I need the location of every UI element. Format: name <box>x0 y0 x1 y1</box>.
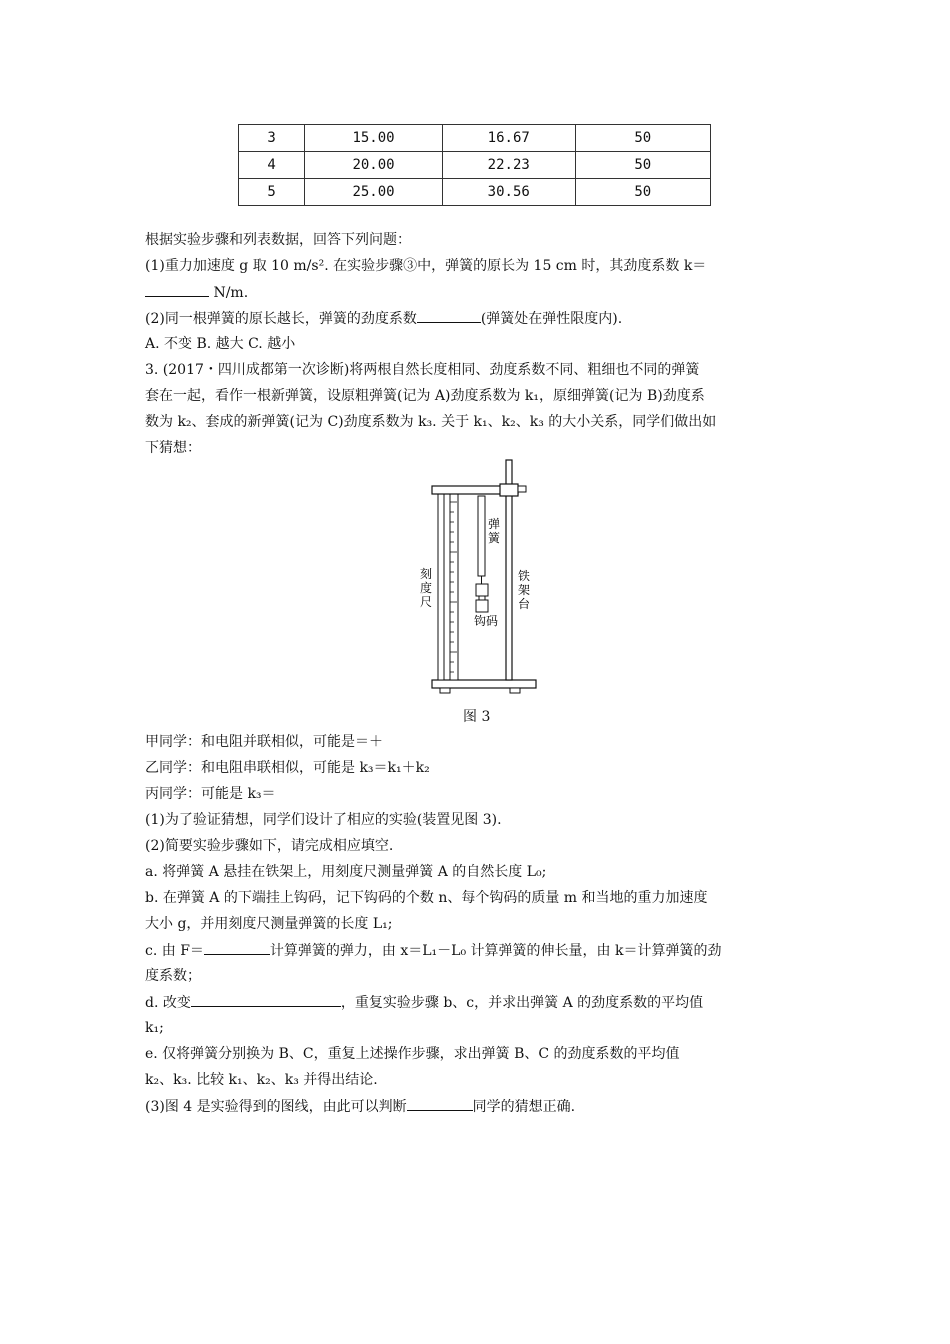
jia-line: 甲同学：和电阻并联相似，可能是＝＋ <box>145 734 383 750</box>
data-table <box>238 124 711 206</box>
q2-text-end: (弹簧处在弹性限度内). <box>480 311 623 327</box>
answer-blank[interactable] <box>204 940 270 955</box>
yi-line: 乙同学：和电阻串联相似，可能是 k₃＝k₁＋k₂ <box>145 760 430 776</box>
q2-options: A. 不变 B. 越大 C. 越小 <box>145 336 296 352</box>
table-cell: 5 <box>239 179 305 206</box>
step-b2: 大小 g，并用刻度尺测量弹簧的长度 L₁; <box>145 916 393 932</box>
p3-line3: 数为 k₂、套成的新弹簧(记为 C)劲度系数为 k₃. 关于 k₁、k₂、k₃ 的大小关系，同学们做出如 <box>145 414 717 430</box>
label-spring: 弹簧 <box>488 517 501 545</box>
table-row <box>239 152 711 179</box>
table-cell: 22.23 <box>442 152 575 179</box>
foot-right <box>510 688 520 693</box>
answer-blank[interactable] <box>145 282 209 297</box>
weight-1 <box>476 584 488 596</box>
step-d1 <box>145 992 810 1013</box>
step-d-text: d. 改变 <box>145 995 191 1011</box>
clamp <box>500 484 518 496</box>
table-cell: 15.00 <box>305 125 443 152</box>
q1-line2 <box>145 282 810 303</box>
table-cell: 25.00 <box>305 179 443 206</box>
answer-blank[interactable] <box>407 1096 473 1111</box>
step-c2: 度系数； <box>145 968 201 984</box>
table-cell: 50 <box>575 152 710 179</box>
label-stand: 铁架台 <box>518 569 531 611</box>
answer-blank[interactable] <box>191 992 341 1007</box>
table-cell: 20.00 <box>305 152 443 179</box>
q2-text: (2)同一根弹簧的原长越长，弹簧的劲度系数 <box>145 311 417 327</box>
step2-line: (2)简要实验步骤如下，请完成相应填空. <box>145 838 394 854</box>
step-c-text: c. 由 F＝ <box>145 943 204 959</box>
step3-text-end: 同学的猜想正确. <box>472 1099 576 1115</box>
table-row <box>239 125 711 152</box>
ruler-outer <box>438 494 444 680</box>
step1-line: (1)为了验证猜想，同学们设计了相应的实验(装置见图 3). <box>145 812 502 828</box>
table-row <box>239 179 711 206</box>
label-weight: 钩码 <box>474 614 499 628</box>
table-cell: 30.56 <box>442 179 575 206</box>
apparatus-figure <box>420 458 540 698</box>
step3-text: (3)图 4 是实验得到的图线，由此可以判断 <box>145 1099 407 1115</box>
p3-line2: 套在一起，看作一根新弹簧，设原粗弹簧(记为 A)劲度系数为 k₁，原细弹簧(记为 B)劲度系 <box>145 388 705 404</box>
table-cell: 50 <box>575 125 710 152</box>
intro-line: 根据实验步骤和列表数据，回答下列问题： <box>145 232 411 248</box>
q1-line1: (1)重力加速度 g 取 10 m/s². 在实验步骤③中，弹簧的原长为 15 cm 时，其劲度系数 k＝ <box>145 258 707 274</box>
step-c-text-end: 计算弹簧的弹力，由 x＝L₁－L₀ 计算弹簧的伸长量，由 k＝计算弹簧的劲 <box>269 943 722 959</box>
table-cell: 4 <box>239 152 305 179</box>
step-e2: k₂、k₃. 比较 k₁、k₂、k₃ 并得出结论. <box>145 1072 378 1088</box>
step-b1: b. 在弹簧 A 的下端挂上钩码，记下钩码的个数 n、每个钩码的质量 m 和当地的重力加速度 <box>145 890 708 906</box>
q2-line <box>145 308 810 329</box>
base <box>432 680 536 688</box>
figure-caption: 图 3 <box>463 709 491 725</box>
weight-2 <box>476 600 488 612</box>
spring <box>478 496 485 576</box>
label-ruler: 刻度尺 <box>420 567 433 609</box>
p3-line4: 下猜想： <box>145 440 201 456</box>
bing-line: 丙同学：可能是 k₃＝ <box>145 786 276 802</box>
table-cell: 50 <box>575 179 710 206</box>
step-a: a. 将弹簧 A 悬挂在铁架上，用刻度尺测量弹簧 A 的自然长度 L₀; <box>145 864 547 880</box>
foot-left <box>440 688 450 693</box>
step-d-text-end: ，重复实验步骤 b、c，并求出弹簧 A 的劲度系数的平均值 <box>340 995 704 1011</box>
step-d2: k₁; <box>145 1020 164 1036</box>
step-c1 <box>145 940 810 961</box>
table-cell: 16.67 <box>442 125 575 152</box>
clamp-screw <box>518 486 526 492</box>
p3-line1: 3. (2017・四川成都第一次诊断)将两根自然长度相同、劲度系数不同、粗细也不同的弹簧 <box>145 362 700 378</box>
answer-blank[interactable] <box>417 308 481 323</box>
step-e1: e. 仅将弹簧分别换为 B、C，重复上述操作步骤，求出弹簧 B、C 的劲度系数的平均值 <box>145 1046 680 1062</box>
table-cell: 3 <box>239 125 305 152</box>
q1-unit: N/m. <box>213 285 249 301</box>
step3-line <box>145 1096 810 1117</box>
